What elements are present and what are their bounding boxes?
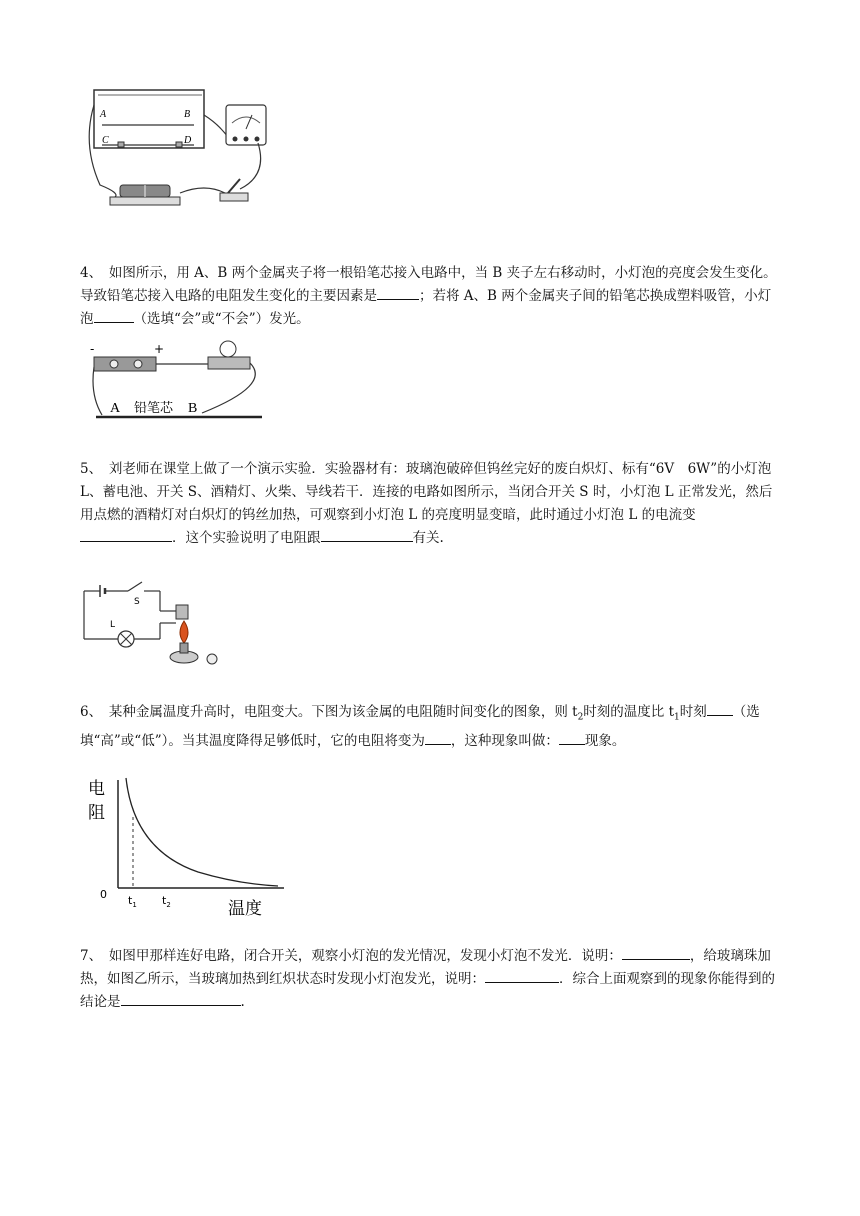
label-a: A [110,401,121,416]
question-text: 如图所示，用 A、B 两个金属夹子将一根铅笔芯接入电路中，当 B 夹子左右移动时，小灯泡的亮度会发生变化。导致铅笔芯接入电路的电阻发生变化的主要因素是 [80,265,777,304]
y-axis-label-1: 电 [88,779,105,799]
answer-blank[interactable] [80,527,172,542]
label-pencil-core: 铅笔芯 [134,401,174,416]
answer-blank[interactable] [485,968,559,983]
answer-blank[interactable] [377,285,419,300]
question-4 [80,262,780,331]
question-text: 有关. [412,530,444,546]
resistance-temperature-graph [88,772,288,918]
question-text: （选填“会”或“不会”）发光。 [133,311,310,327]
question-text: ；若将 A、B 两个金属夹子间的铅笔芯换成塑料吸管，小灯泡 [80,288,772,327]
label-a: A [100,109,107,120]
answer-blank[interactable] [622,945,690,960]
y-axis-label-2: 阻 [88,803,105,823]
question-text: ．综合上面观察到的现象你能得到的结论是 [80,971,775,1010]
figure-resistance-board [80,85,280,215]
question-5 [80,458,780,550]
label-c: C [102,135,109,146]
answer-blank[interactable] [94,308,134,323]
question-text: ．这个实验说明了电阻跟 [172,530,321,546]
answer-blank[interactable] [707,701,733,716]
question-text: 如图甲那样连好电路，闭合开关，观察小灯泡的发光情况，发现小灯泡不发光．说明： [108,948,622,964]
origin-label: 0 [100,888,107,901]
x-axis-label: 温度 [228,899,262,918]
question-text: . [240,994,245,1010]
question-6 [80,701,780,753]
label-b: B [188,401,198,416]
question-7 [80,945,780,1014]
question-number: 4、 [80,265,96,281]
resistance-curve [126,778,278,886]
question-number: 7、 [80,948,96,964]
subscript: 2 [577,712,584,723]
question-text: 时刻的温度比 t [583,704,675,720]
question-text: 某种金属温度升高时，电阻变大。下图为该金属的电阻随时间变化的图象，则 t [108,704,578,720]
question-number: 6、 [80,704,96,720]
answer-blank[interactable] [425,730,451,745]
question-text: ，给玻璃珠加热，如图乙所示，当玻璃加热到红炽状态时发现小灯泡发光，说明： [80,948,771,987]
answer-blank[interactable] [559,730,585,745]
subscript: 1 [674,712,680,723]
answer-blank[interactable] [321,527,413,542]
question-text: ，这种现象叫做： [450,732,559,749]
question-text: 时刻 [679,704,707,720]
label-l: L [110,620,116,630]
label-d: D [184,135,192,146]
figure-filament-circuit [80,577,220,672]
plus-sign: + [154,342,165,356]
t1-label: $t_1$ [128,894,137,909]
t2-label: $t_2$ [162,894,171,909]
minus-sign: - [90,342,95,356]
label-b: B [184,109,191,120]
question-number: 5、 [80,461,96,477]
label-s: S [134,597,140,607]
answer-blank[interactable] [121,991,241,1006]
question-text: （选填“高”或“低”）。当其温度降得足够低时，它的电阻将变为 [80,704,760,749]
question-text: 刘老师在课堂上做了一个演示实验．实验器材有：玻璃泡破碎但钨丝完好的废白炽灯、标有“6V 6W”的小灯泡 L、蓄电池、开关 S、酒精灯、火柴、导线若干．连接的电路如图所示，当闭合开关 S 时，小灯泡 L 正常发光，然后用点燃的酒精灯对白炽灯的钨丝加热，可观察到小灯泡 L 的亮度明显变暗，此时通过小灯泡 L 的电流变 [80,461,773,523]
question-text: 现象。 [584,732,626,749]
figure-pencil-core-circuit [82,335,272,427]
